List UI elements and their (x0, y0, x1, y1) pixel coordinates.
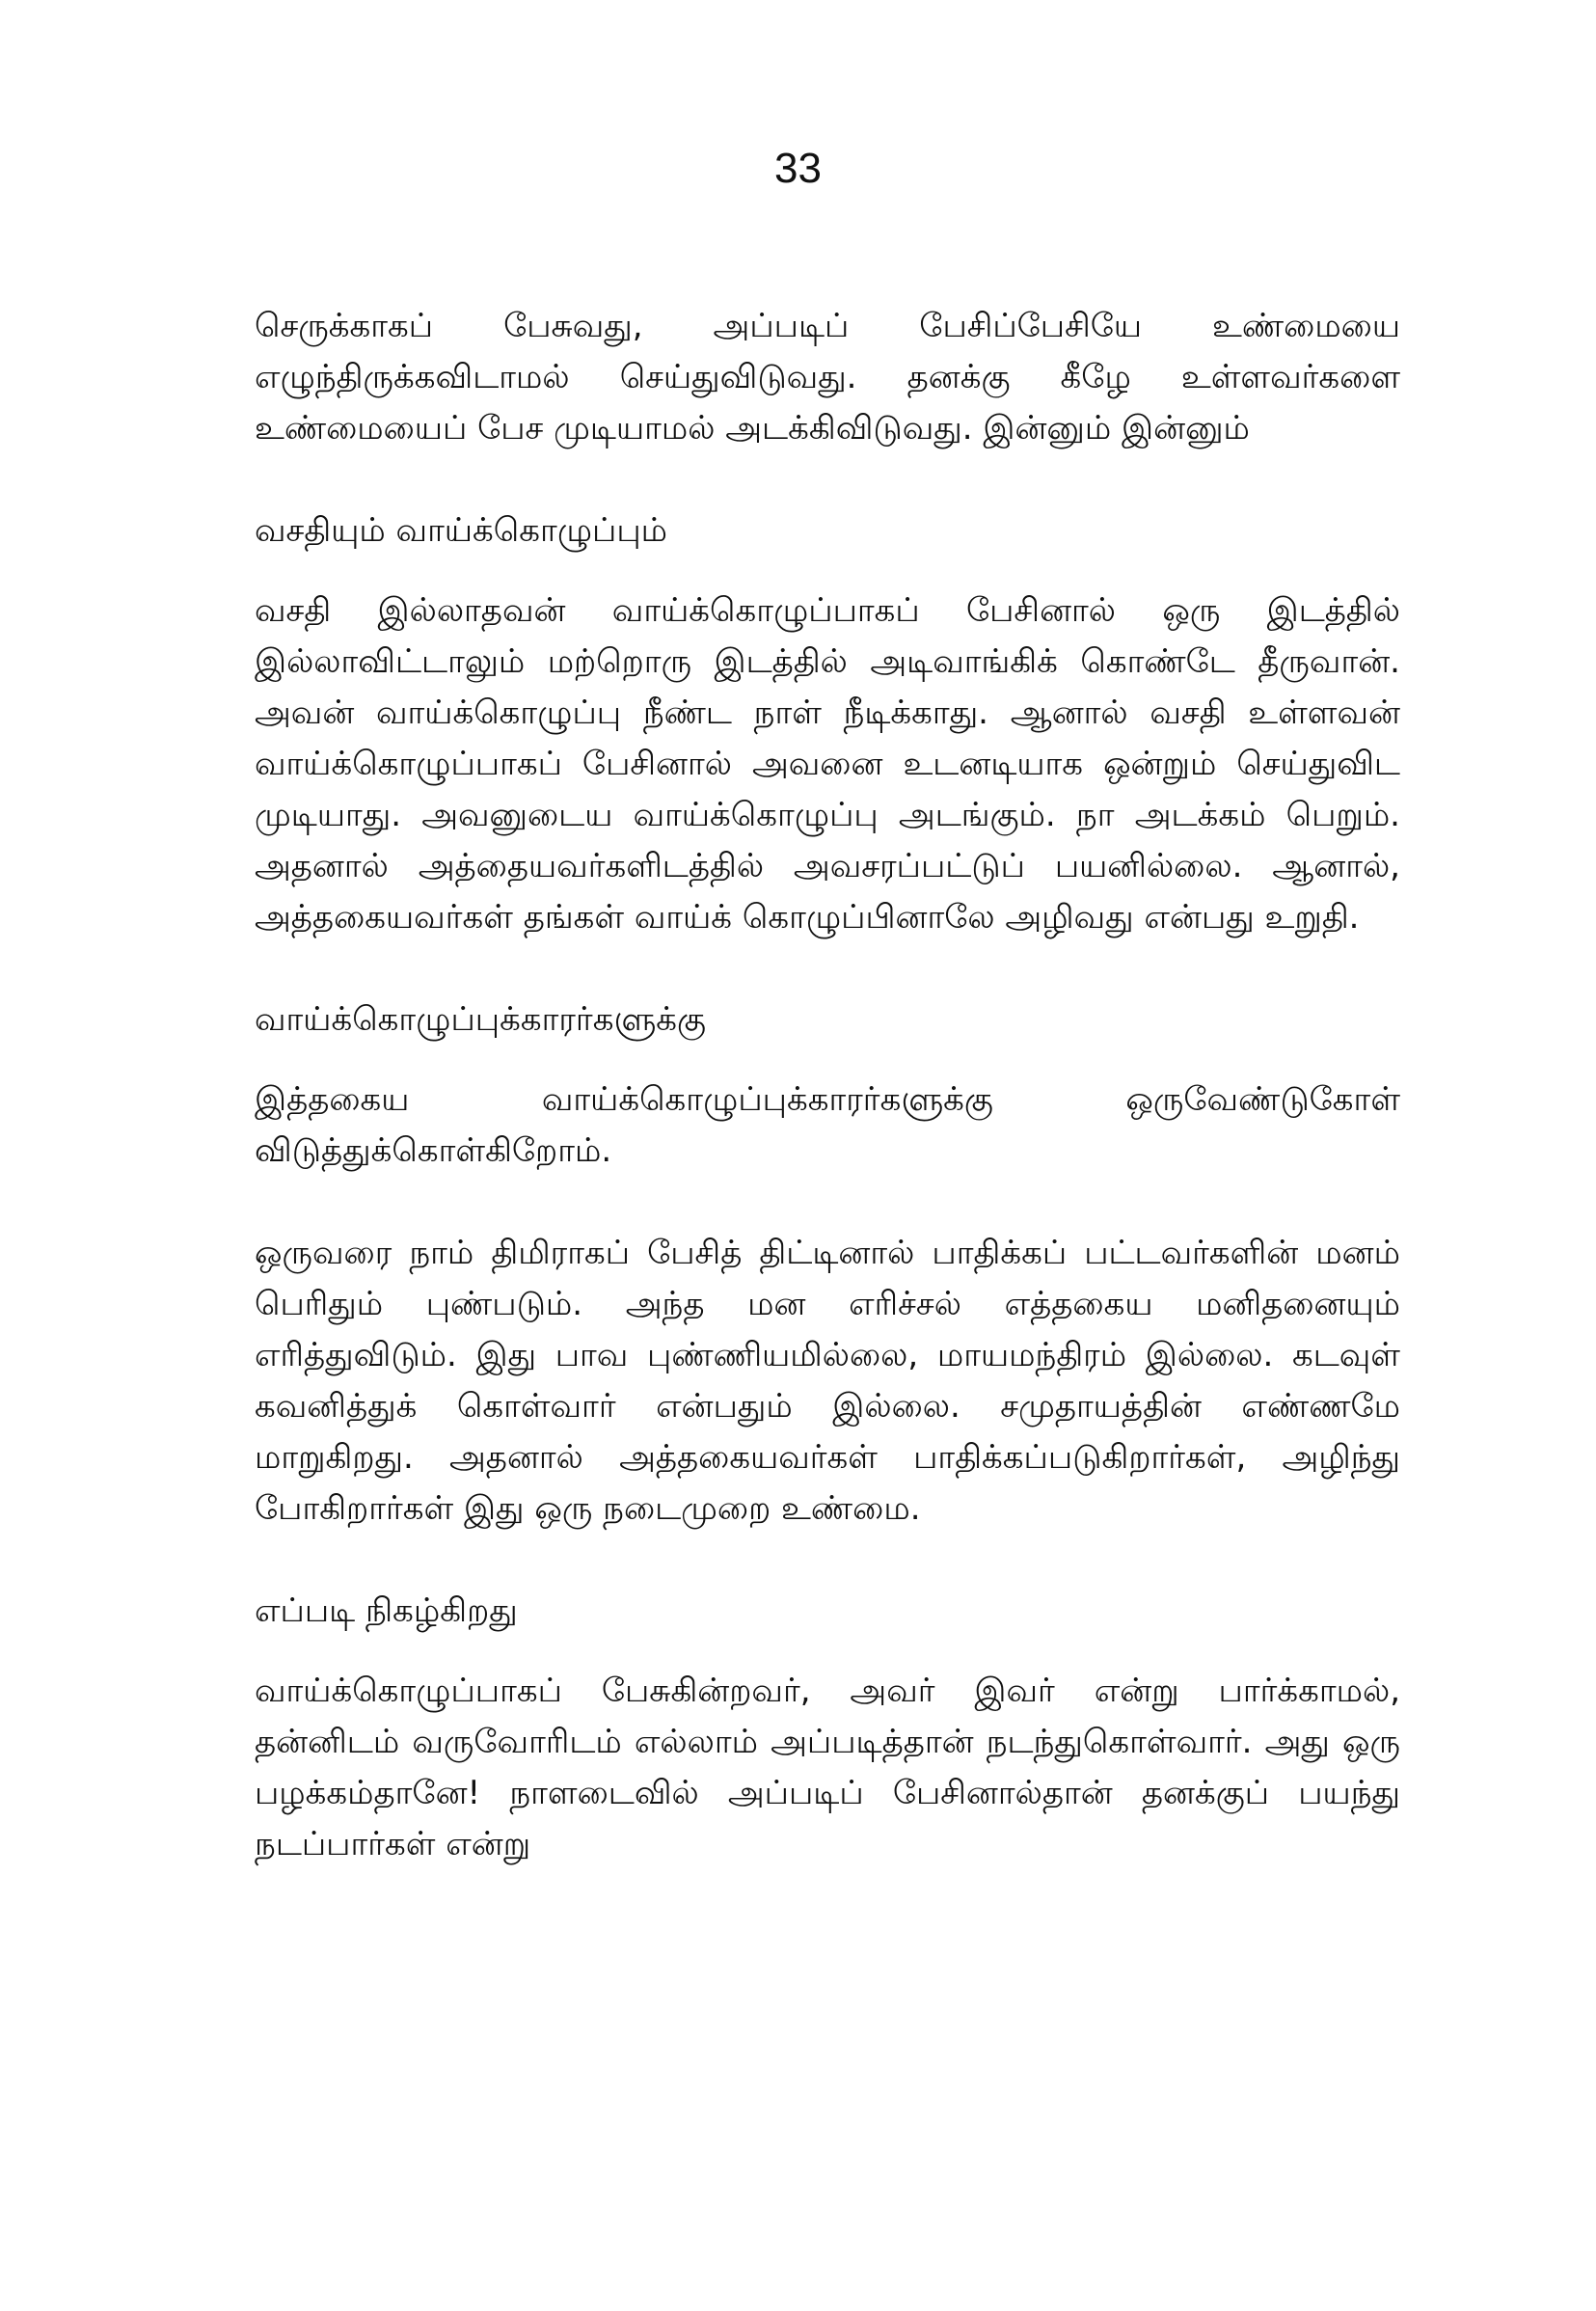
paragraph: வசதி இல்லாதவன் வாய்க்கொழுப்பாகப் பேசினால் ஒரு இடத்தில் இல்லாவிட்டாலும் மற்றொரு இடத்தில் அடிவாங்கிக் கொண்டே தீருவான். அவன் வாய்க்கொழுப்பு நீண்ட நாள் நீடிக்காது. ஆனால் வசதி உள்ளவன் வாய்க்கொழுப்பாகப் பேசினால் அவனை உடனடியாக ஒன்றும் செய்துவிட முடியாது. அவனுடைய வாய்க்கொழுப்பு அடங்கும். நா அடக்கம் பெறும். அதனால் அத்தையவர்களிடத்தில் அவசரப்பட்டுப் பயனில்லை. ஆனால், அத்தகையவர்கள் தங்கள் வாய்க் கொழுப்பினாலே அழிவது என்பது உறுதி. (255, 591, 1400, 937)
section-heading: வசதியும் வாய்க்கொழுப்பும் (255, 511, 668, 550)
page-number: 33 (774, 145, 822, 192)
section-heading: எப்படி நிகழ்கிறது (255, 1591, 518, 1630)
paragraph: ஒருவரை நாம் திமிராகப் பேசித் திட்டினால் பாதிக்கப் பட்டவர்களின் மனம் பெரிதும் புண்படும். அந்த மன எரிச்சல் எத்தகைய மனிதனையும் எரித்துவிடும். இது பாவ புண்ணியமில்லை, மாயமந்திரம் இல்லை. கடவுள் கவனித்துக் கொள்வார் என்பதும் இல்லை. சமுதாயத்தின் எண்ணமே மாறுகிறது. அதனால் அத்தகையவர்கள் பாதிக்கப்படுகிறார்கள், அழிந்து போகிறார்கள் இது ஒரு நடைமுறை உண்மை. (255, 1234, 1400, 1528)
page-body (255, 301, 1400, 1870)
paragraph: வாய்க்கொழுப்பாகப் பேசுகின்றவர், அவர் இவர் என்று பார்க்காமல், தன்னிடம் வருவோரிடம் எல்லாம் அப்படித்தான் நடந்துகொள்வார். அது ஒரு பழக்கம்தானே! நாளடைவில் அப்படிப் பேசினால்தான் தனக்குப் பயந்து நடப்பார்கள் என்று (255, 1672, 1400, 1863)
section-heading: வாய்க்கொழுப்புக்காரர்களுக்கு (255, 1000, 707, 1039)
paragraph: செருக்காகப் பேசுவது, அப்படிப் பேசிப்பேசியே உண்மையை எழுந்திருக்கவிடாமல் செய்துவிடுவது. தனக்கு கீழே உள்ளவர்களை உண்மையைப் பேச முடியாமல் அடக்கிவிடுவது. இன்னும் இன்னும் (255, 307, 1400, 448)
paragraph: இத்தகைய வாய்க்கொழுப்புக்காரர்களுக்கு ஒருவேண்டுகோள் விடுத்துக்கொள்கிறோம். (255, 1080, 1400, 1170)
